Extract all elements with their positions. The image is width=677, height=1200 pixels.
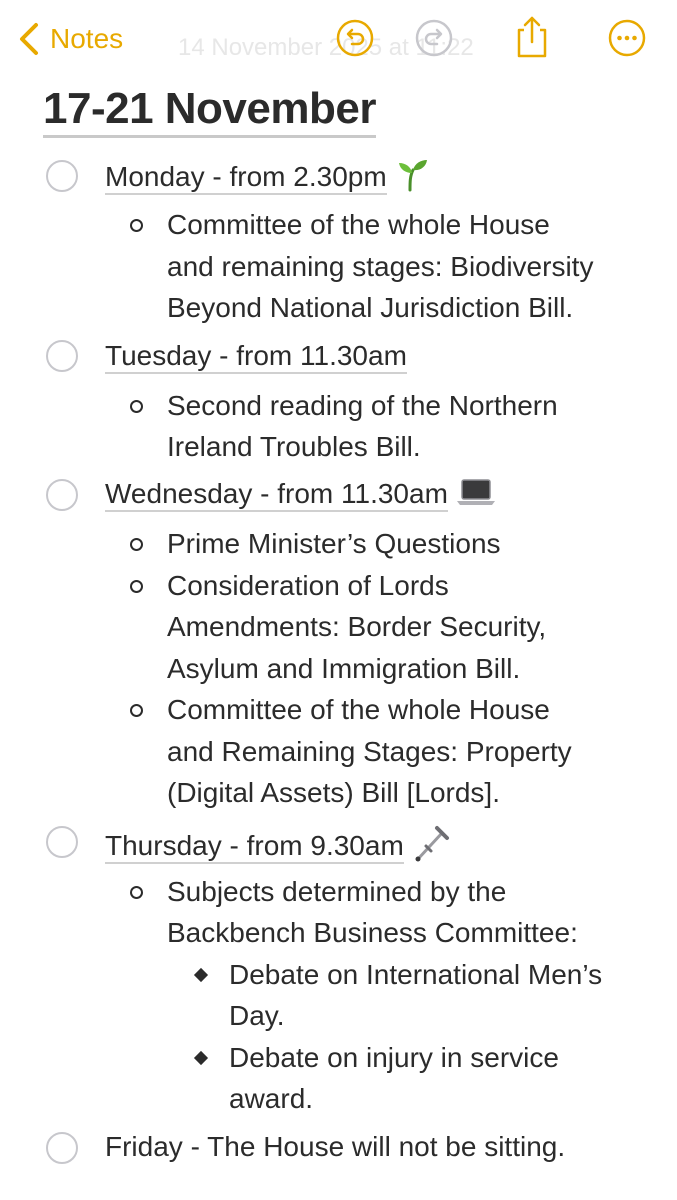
sub-item-line[interactable]: Asylum and Immigration Bill. bbox=[167, 653, 521, 684]
checklist-label[interactable]: Wednesday - from 11.30am bbox=[105, 477, 496, 515]
more-icon bbox=[607, 18, 647, 58]
checklist-label[interactable]: Thursday - from 9.30am bbox=[105, 825, 450, 871]
sub-item-line[interactable]: Subjects determined by the bbox=[167, 876, 507, 907]
note-title[interactable]: 17-21 November bbox=[43, 84, 376, 138]
sub-bullet-icon bbox=[130, 538, 143, 551]
sub-item-line[interactable]: Amendments: Border Security, bbox=[167, 611, 547, 642]
diamond-bullet-icon bbox=[194, 968, 208, 982]
nested-item-line[interactable]: Debate on International Men’s bbox=[229, 959, 603, 990]
sub-item-line[interactable]: Prime Minister’s Questions bbox=[167, 528, 501, 559]
share-icon bbox=[511, 14, 551, 60]
diamond-bullet-icon bbox=[194, 1051, 208, 1065]
sub-bullet-icon bbox=[130, 886, 143, 899]
sub-item-line[interactable]: Ireland Troubles Bill. bbox=[167, 431, 421, 462]
undo-button[interactable] bbox=[335, 18, 375, 58]
sub-item-line[interactable]: Beyond National Jurisdiction Bill. bbox=[167, 292, 574, 323]
nested-item-line[interactable]: Debate on injury in service bbox=[229, 1042, 559, 1073]
chevron-left-icon bbox=[14, 19, 44, 59]
crutch-icon bbox=[412, 825, 450, 871]
sub-bullet-icon bbox=[130, 400, 143, 413]
undo-icon bbox=[335, 18, 375, 58]
sub-bullet-icon bbox=[130, 580, 143, 593]
redo-icon bbox=[414, 18, 454, 58]
nested-item-line[interactable]: award. bbox=[229, 1083, 314, 1114]
checkbox[interactable] bbox=[46, 826, 78, 858]
checkbox[interactable] bbox=[46, 1132, 78, 1164]
checkbox[interactable] bbox=[46, 160, 78, 192]
checklist-label[interactable]: Monday - from 2.30pm bbox=[105, 158, 429, 200]
back-button-label: Notes bbox=[50, 23, 124, 54]
nested-item-line[interactable]: Day. bbox=[229, 1000, 285, 1031]
note-timestamp: 14 November 2025 at 11:22 bbox=[178, 34, 474, 61]
sub-item-line[interactable]: Committee of the whole House bbox=[167, 694, 550, 725]
share-button[interactable] bbox=[511, 14, 551, 54]
checklist-label[interactable]: Friday - The House will not be sitting. bbox=[105, 1131, 566, 1162]
checklist-label[interactable]: Tuesday - from 11.30am bbox=[105, 339, 407, 373]
toolbar bbox=[0, 0, 677, 80]
sub-item-line[interactable]: Second reading of the Northern bbox=[167, 390, 558, 421]
redo-button[interactable] bbox=[414, 18, 454, 58]
laptop-icon bbox=[456, 477, 496, 515]
seedling-icon bbox=[395, 158, 429, 200]
back-button[interactable] bbox=[14, 18, 123, 60]
sub-bullet-icon bbox=[130, 219, 143, 232]
sub-item-line[interactable]: Backbench Business Committee: bbox=[167, 917, 578, 948]
sub-item-line[interactable]: Consideration of Lords bbox=[167, 570, 449, 601]
sub-item-line[interactable]: (Digital Assets) Bill [Lords]. bbox=[167, 777, 500, 808]
sub-item-line[interactable]: Committee of the whole House bbox=[167, 209, 550, 240]
checkbox[interactable] bbox=[46, 340, 78, 372]
sub-bullet-icon bbox=[130, 704, 143, 717]
checkbox[interactable] bbox=[46, 479, 78, 511]
more-button[interactable] bbox=[607, 18, 647, 58]
sub-item-line[interactable]: and remaining stages: Biodiversity bbox=[167, 251, 594, 282]
sub-item-line[interactable]: and Remaining Stages: Property bbox=[167, 736, 572, 767]
